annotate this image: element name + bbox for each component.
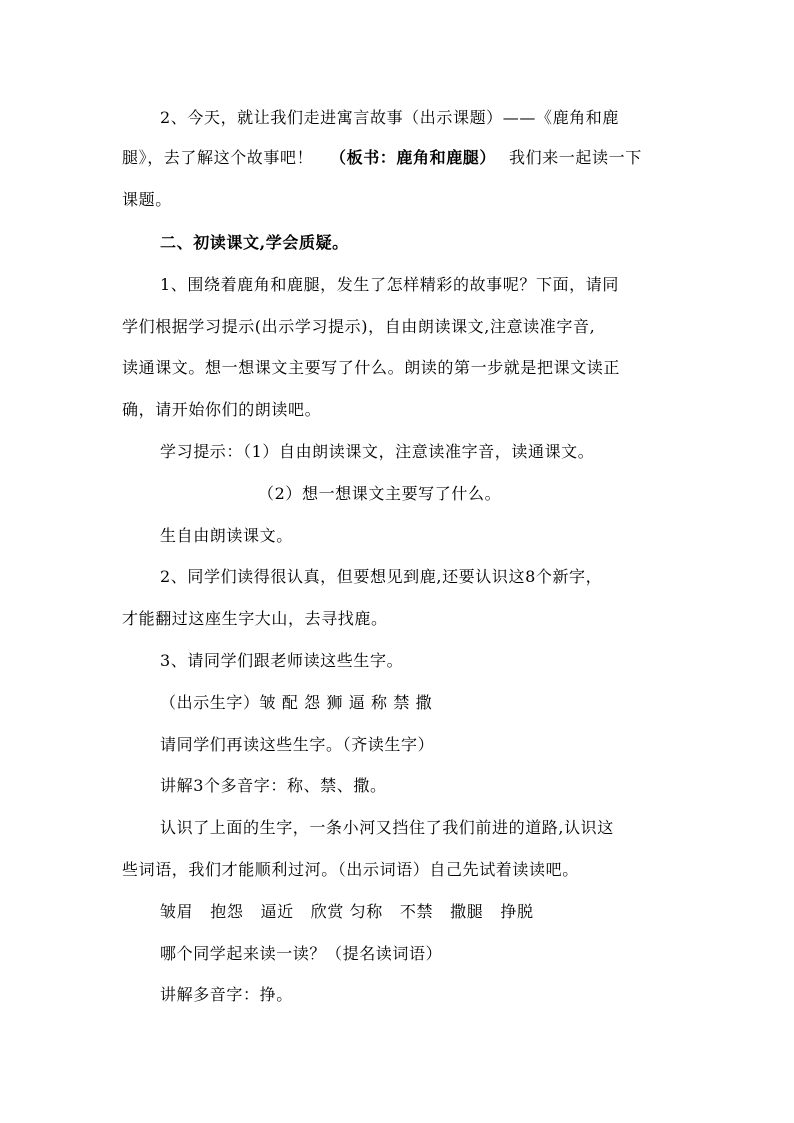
paragraph-line: 3、请同学们跟老师读这些生字。 (160, 651, 404, 670)
paragraph-line: 确，请开始你们的朗读吧。 (122, 400, 322, 419)
paragraph-line: （2）想一想课文主要写了什么。 (258, 484, 502, 503)
paragraph-line: 课题。 (122, 190, 172, 209)
paragraph-line: 学习提示：（1）自由朗读课文，注意读准字音，读通课文。 (160, 442, 595, 461)
paragraph-line: 我们来一起读一下 (509, 148, 642, 167)
paragraph-line: 才能翻过这座生字大山，去寻找鹿。 (122, 609, 388, 628)
paragraph-line: 2、同学们读得很认真，但要想见到鹿,还要认识这8个新字， (160, 567, 603, 586)
paragraph-line: 哪个同学起来读一读？（提名读词语） (160, 944, 443, 963)
paragraph-line: 认识了上面的生字，一条小河又挡住了我们前进的道路,认识这 (160, 818, 614, 837)
character-list: （出示生字）皱 配 怨 狮 逼 称 禁 撒 (160, 693, 433, 712)
paragraph-line: 读通课文。想一想课文主要写了什么。朗读的第一步就是把课文读正 (122, 358, 621, 377)
paragraph-line: 1、围绕着鹿角和鹿腿，发生了怎样精彩的故事呢？下面，请同 (160, 275, 619, 294)
paragraph-line: 讲解3个多音字：称、禁、撒。 (160, 776, 387, 795)
section-heading: 二、初读课文,学会质疑。 (160, 233, 349, 252)
paragraph-line: 腿》，去了解这个故事吧！ (122, 148, 314, 167)
paragraph-line: 生自由朗读课文。 (160, 526, 293, 545)
paragraph-line: 讲解多音字：挣。 (160, 985, 293, 1004)
bold-annotation: （板书：鹿角和鹿腿） (330, 148, 497, 167)
paragraph-line: 些词语，我们才能顺利过河。（出示词语）自己先试着读读吧。 (122, 860, 579, 879)
paragraph-line: 2、今天，就让我们走进寓言故事（出示课题）——《鹿角和鹿 (160, 108, 619, 127)
paragraph-line: 学们根据学习提示(出示学习提示)，自由朗读课文,注意读准字音, (122, 317, 596, 336)
paragraph-line: 请同学们再读这些生字。（齐读生字） (160, 735, 435, 754)
word-list: 皱眉 抱怨 逼近 欣赏 匀称 不禁 撒腿 挣脱 (160, 902, 534, 921)
